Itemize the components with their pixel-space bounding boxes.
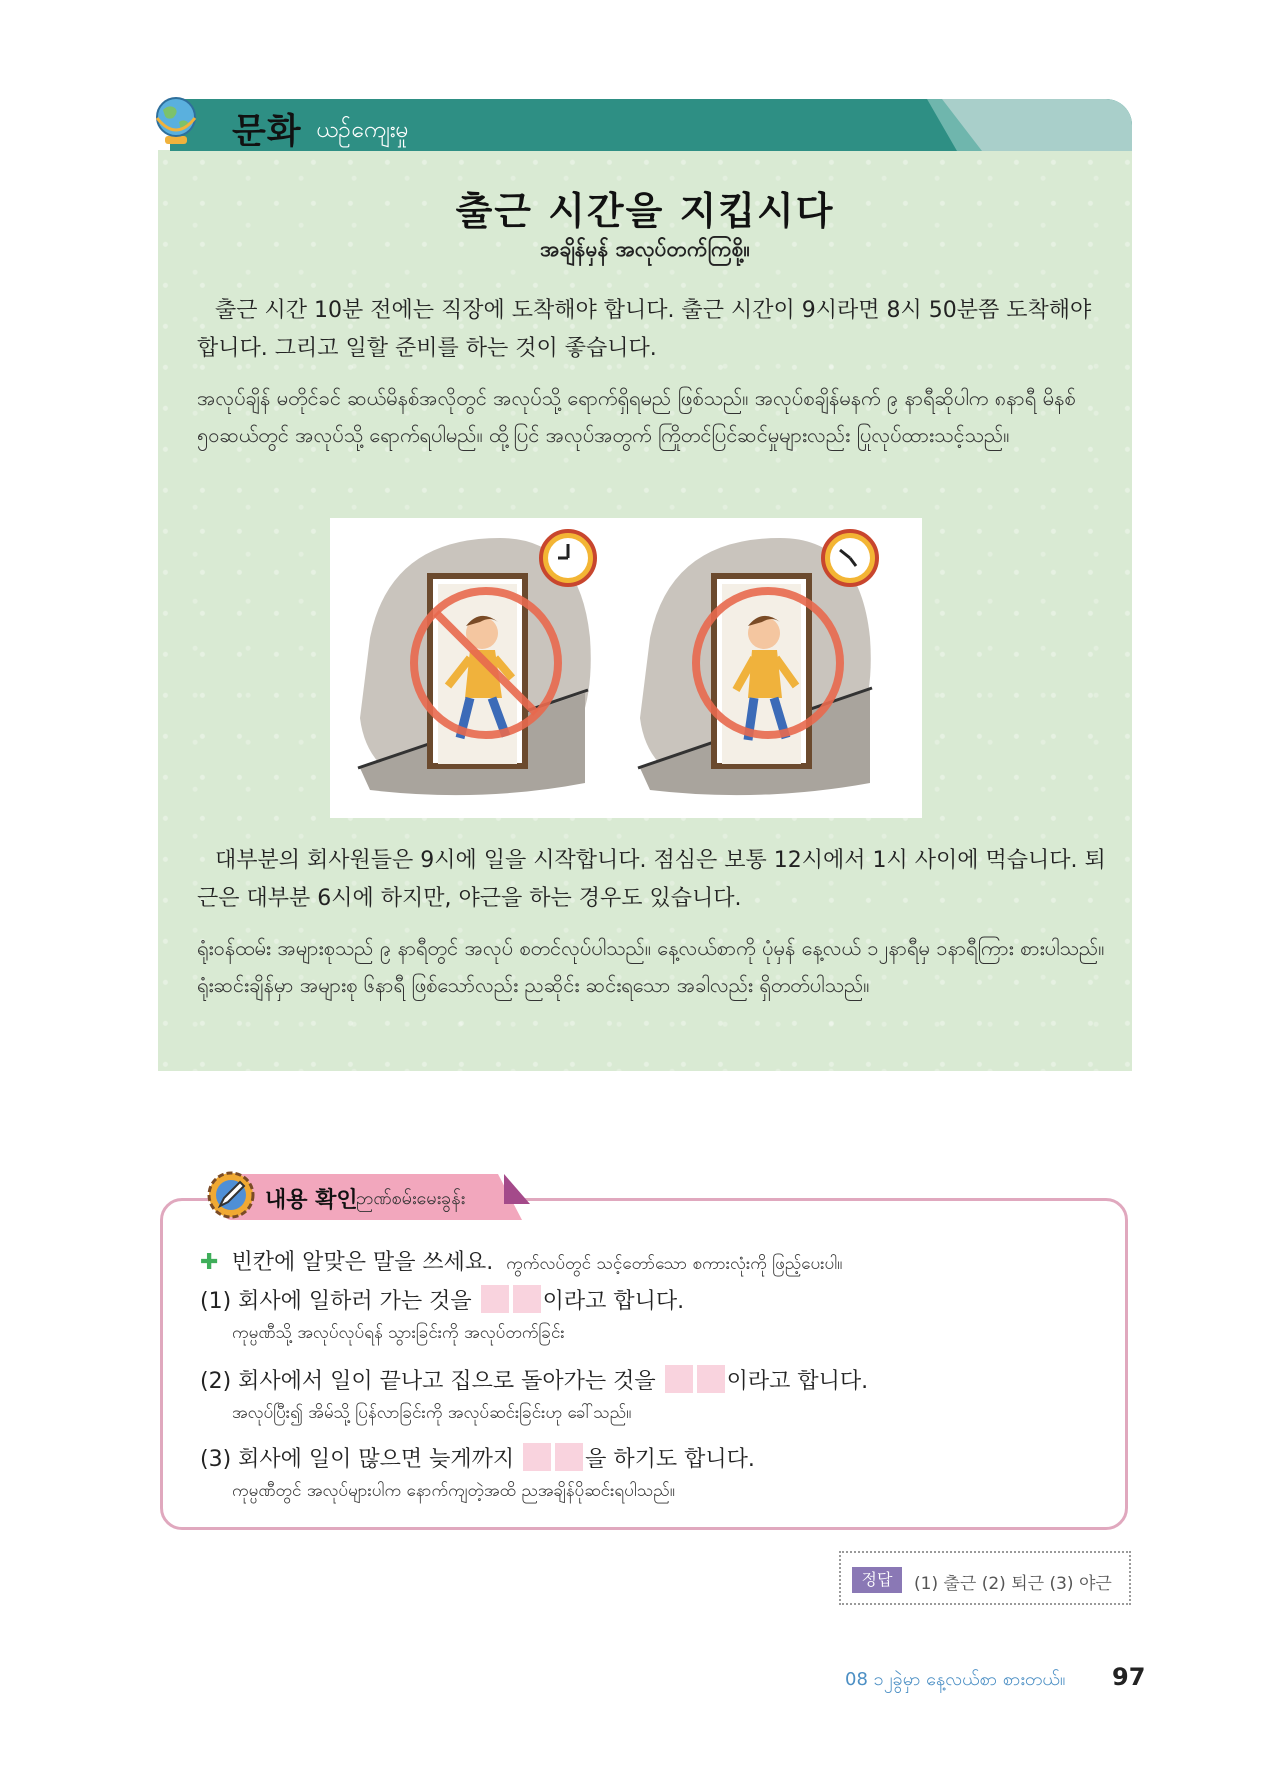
instruction-korean: 빈칸에 알맞은 말을 쓰세요.	[231, 1250, 494, 1275]
footer-chapter: 08 ၁၂ခွဲမှာ နေ့လယ်စာ စားတယ်။	[845, 1669, 1066, 1690]
answer-blank[interactable]	[481, 1285, 509, 1313]
quiz-title: 내용 확인	[265, 1188, 358, 1213]
answer-blank[interactable]	[555, 1443, 583, 1471]
page-number: 97	[1112, 1663, 1146, 1691]
section-title: 문화	[232, 112, 302, 152]
question-3: (3) 회사에 일이 많으면 늦게까지 을 하기도 합니다.	[200, 1442, 755, 1473]
paragraph-2-myanmar: ရုံးဝန်ထမ်း အများစုသည် ၉ နာရီတွင် အလုပ် စတင်လုပ်ပါသည်။ နေ့လယ်စာကို ပုံမှန် နေ့လယ် ၁၂နာရီမှ ၁နာရီကြား စားပါသည်။ ရုံးဆင်းချိန်မှာ အများစု ၆နာရီ ဖြစ်သော်လည်း ညဆိုင်း ဆင်းရသော အခါလည်း ရှိတတ်ပါသည်။	[197, 936, 1105, 997]
quiz-subtitle: ဉာဏ်စမ်းမေးခွန်း	[356, 1188, 466, 1209]
answer-blank[interactable]	[523, 1443, 551, 1471]
article-subtitle: အချိန်မှန် အလုပ်တက်ကြစို့။	[540, 237, 750, 261]
section-subtitle: ယဉ်ကျေးမှု	[316, 117, 409, 143]
punctuality-illustration	[330, 518, 922, 818]
question-1-myanmar: ကုမ္ပဏီသို့ အလုပ်လုပ်ရန် သွားခြင်းကို အလုပ်တက်ခြင်း	[232, 1323, 565, 1343]
answer-text: (1) 출근 (2) 퇴근 (3) 야근	[914, 1574, 1112, 1594]
quiz-instruction	[200, 1245, 842, 1278]
question-2: (2) 회사에서 일이 끝나고 집으로 돌아가는 것을 이라고 합니다.	[200, 1364, 868, 1395]
answer-blank[interactable]	[513, 1285, 541, 1313]
question-1: (1) 회사에 일하러 가는 것을 이라고 합니다.	[200, 1284, 684, 1315]
on-time-arrival-scene	[638, 531, 877, 795]
article-title: 출근 시간을 지킵시다	[455, 189, 835, 233]
answer-label: 정답	[852, 1567, 902, 1593]
paragraph-1-myanmar: အလုပ်ချိန် မတိုင်ခင် ဆယ်မိနစ်အလိုတွင် အလုပ်သို့ ရောက်ရှိရမည် ဖြစ်သည်။ အလုပ်စချိန်မနက် ၉ နာရီဆိုပါက ၈နာရီ မိနစ် ၅၀ဆယ်တွင် အလုပ်သို့ ရောက်ရပါမည်။ ထို့ပြင် အလုပ်အတွက် ကြိုတင်ပြင်ဆင်မှုများလည်း ပြုလုပ်ထားသင့်သည်။	[197, 386, 1076, 447]
answer-blank[interactable]	[697, 1365, 725, 1393]
instruction-myanmar: ကွက်လပ်တွင် သင့်တော်သော စကားလုံးကို ဖြည့်ပေးပါ။	[506, 1254, 843, 1274]
answer-blank[interactable]	[665, 1365, 693, 1393]
paragraph-2-korean: 대부분의 회사원들은 9시에 일을 시작합니다. 점심은 보통 12시에서 1시 사이에 먹습니다. 퇴근은 대부분 6시에 하지만, 야근을 하는 경우도 있습니다.	[197, 848, 1106, 911]
globe-icon	[153, 96, 199, 146]
question-2-myanmar: အလုပ်ပြီး၍ အိမ်သို့ ပြန်လာခြင်းကို အလုပ်ဆင်းခြင်းဟု ခေါ်သည်။	[232, 1403, 632, 1423]
section-header-band	[170, 99, 1132, 151]
paragraph-1-korean: 출근 시간 10분 전에는 직장에 도착해야 합니다. 출근 시간이 9시라면 8시 50분쯤 도착해야 합니다. 그리고 일할 준비를 하는 것이 좋습니다.	[197, 298, 1092, 361]
late-arrival-scene	[358, 531, 595, 795]
pencil-gear-icon	[204, 1168, 258, 1222]
plus-icon: ✚	[200, 1250, 219, 1275]
question-3-myanmar: ကုမ္ပဏီတွင် အလုပ်များပါက နောက်ကျတဲ့အထိ ညအချိန်ပိုဆင်းရပါသည်။	[232, 1481, 675, 1501]
